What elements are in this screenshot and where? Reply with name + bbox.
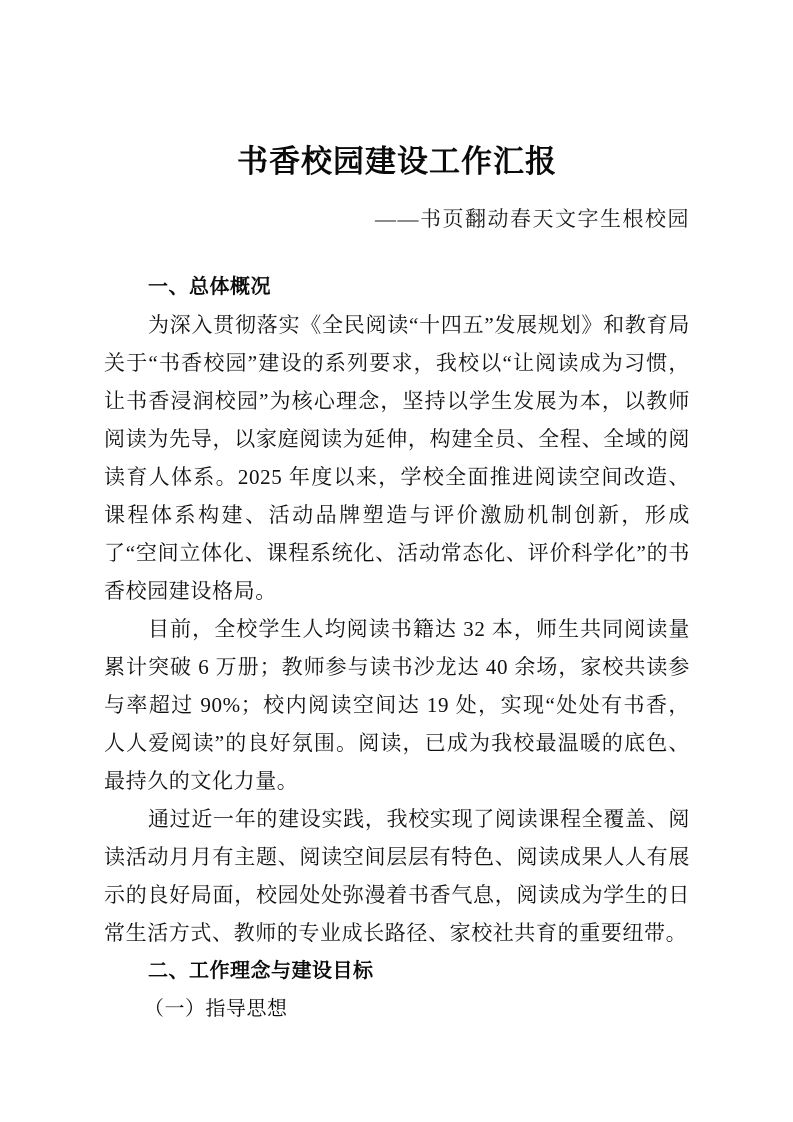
title-spacer xyxy=(104,236,690,268)
section-heading-philosophy-goals: 二、工作理念与建设目标 xyxy=(148,960,374,982)
paragraph-overview-outcomes: 通过近一年的建设实践，我校实现了阅读课程全覆盖、阅读活动月月有主题、阅读空间层层有特色、阅读成果人人有展示的良好局面，校园处处弥漫着书香气息，阅读成为学生的日常生活方式、教师的专业成长路径、家校社共育的重要纽带。 xyxy=(104,807,690,945)
subsection-heading-guiding-ideology: （一）指导思想 xyxy=(144,998,288,1020)
section-heading-overview: 一、总体概况 xyxy=(148,276,271,298)
paragraph-overview-background: 为深入贯彻落实《全民阅读“十四五”发展规划》和教育局关于“书香校园”建设的系列要求，我校以“让阅读成为习惯，让书香浸润校园”为核心理念，坚持以学生发展为本，以教师阅读为先导，以家庭阅读为延伸，构建全员、全程、全域的阅读育人体系。2025 年度以来，学校全面推进阅读空间改造、课程体系构建、活动品牌塑造与评价激励机制创新，形成了“空间立体化、课程系统化、活动常态化、评价科学化”的书香校园建设格局。 xyxy=(104,313,690,603)
page-title: 书香校园建设工作汇报 xyxy=(237,144,557,179)
document-subtitle: ——书页翻动春天文字生根校园 xyxy=(375,207,690,231)
paragraph-overview-statistics: 目前，全校学生人均阅读书籍达 32 本，师生共同阅读量累计突破 6 万册；教师参与读书沙龙达 40 余场，家校共读参与率超过 90%；校内阅读空间达 19 处，实现“处处有书香，人人爱阅读”的良好氛围。阅读，已成为我校最温暖的底色、最持久的文化力量。 xyxy=(104,617,690,793)
page-content xyxy=(104,0,690,1028)
